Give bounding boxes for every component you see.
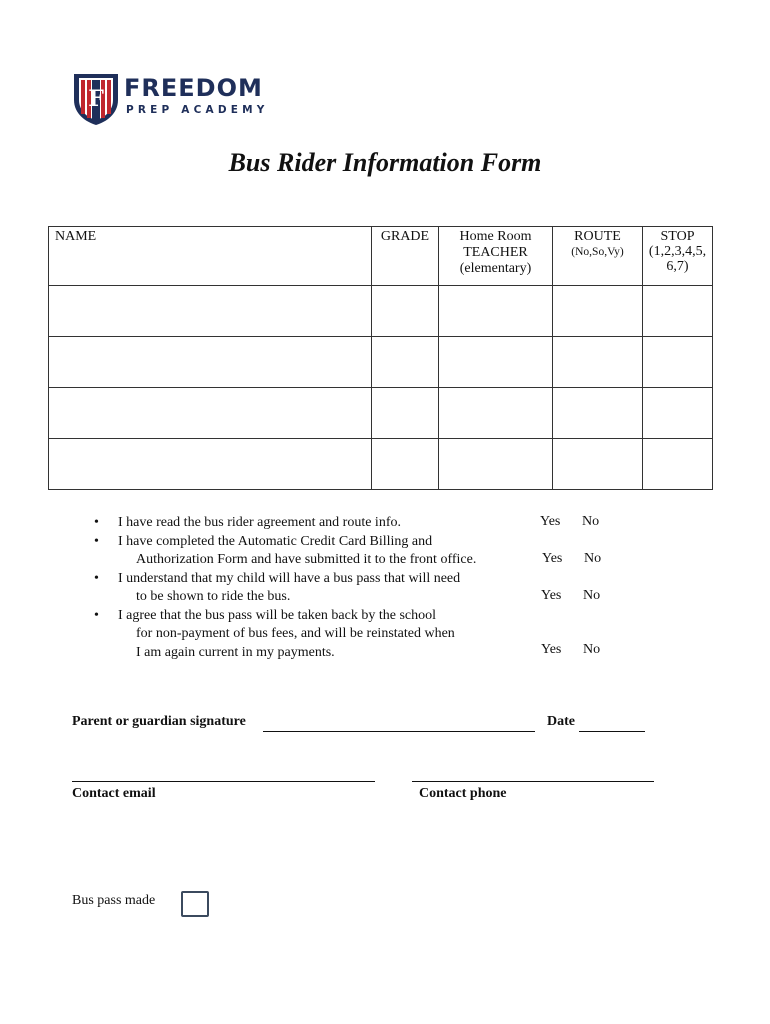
grade-cell[interactable] [372,337,439,388]
svg-text:F: F [88,86,104,112]
header-stop: STOP (1,2,3,4,5, 6,7) [643,227,713,286]
shield-logo-icon [72,70,120,126]
bullet-icon: • [94,515,99,530]
route-cell[interactable] [553,337,643,388]
agreement-item-3: • I understand that my child will have a bus pass that will need to be shown to ride the bus. [94,570,461,604]
table-row [49,388,713,439]
name-cell[interactable] [49,388,372,439]
homeroom-cell[interactable] [439,337,553,388]
homeroom-cell[interactable] [439,286,553,337]
agreement-item-4: • I agree that the bus pass will be taken back by the school for non-payment of bus fees, and will be reinstated when I am again current in my payments. [94,607,455,660]
bus-pass-checkbox[interactable] [181,891,209,917]
stop-cell[interactable] [643,388,713,439]
bullet-icon: • [94,533,99,549]
agreement-item-1: • I have read the bus rider agreement and route info. [94,514,634,533]
stop-cell[interactable] [643,439,713,490]
table-row [49,286,713,337]
header-homeroom: Home Room TEACHER (elementary) [439,227,553,286]
route-cell[interactable] [553,286,643,337]
name-cell[interactable] [49,337,372,388]
parent-signature-label: Parent or guardian signature [72,714,246,729]
stop-cell[interactable] [643,337,713,388]
school-logo [72,70,272,126]
yes-option-2[interactable]: Yes [542,551,563,566]
date-field[interactable] [579,731,645,732]
date-label: Date [547,714,575,729]
bullet-icon: • [94,570,99,586]
logo-subtitle: PREP ACADEMY [126,104,269,116]
homeroom-cell[interactable] [439,388,553,439]
contact-phone-label: Contact phone [419,786,507,801]
table-row [49,337,713,388]
parent-signature-field[interactable] [263,731,535,732]
yes-option-4[interactable]: Yes [541,642,562,657]
header-route: ROUTE (No,So,Vy) [553,227,643,286]
bus-pass-label: Bus pass made [72,893,156,908]
header-grade: GRADE [372,227,439,286]
contact-email-label: Contact email [72,786,156,801]
contact-phone-field[interactable] [412,781,654,782]
yes-option-3[interactable]: Yes [541,588,562,603]
agreement-item-2: • I have completed the Automatic Credit Card Billing and Authorization Form and have submitted it to the front office. [94,533,477,567]
bullet-icon: • [94,607,99,623]
logo-wordmark: FREEDOM [124,74,263,102]
name-cell[interactable] [49,286,372,337]
header-name: NAME [49,227,372,286]
no-option-4[interactable]: No [583,642,601,657]
stop-cell[interactable] [643,286,713,337]
rider-table [48,226,713,490]
no-option-3[interactable]: No [583,588,601,603]
grade-cell[interactable] [372,286,439,337]
no-option-1[interactable]: No [582,514,600,529]
contact-email-field[interactable] [72,781,375,782]
form-title: Bus Rider Information Form [228,148,542,177]
name-cell[interactable] [49,439,372,490]
yes-option-1[interactable]: Yes [540,514,561,529]
table-header-row [49,227,713,286]
route-cell[interactable] [553,388,643,439]
no-option-2[interactable]: No [584,551,602,566]
route-cell[interactable] [553,439,643,490]
table-row [49,439,713,490]
grade-cell[interactable] [372,439,439,490]
homeroom-cell[interactable] [439,439,553,490]
grade-cell[interactable] [372,388,439,439]
